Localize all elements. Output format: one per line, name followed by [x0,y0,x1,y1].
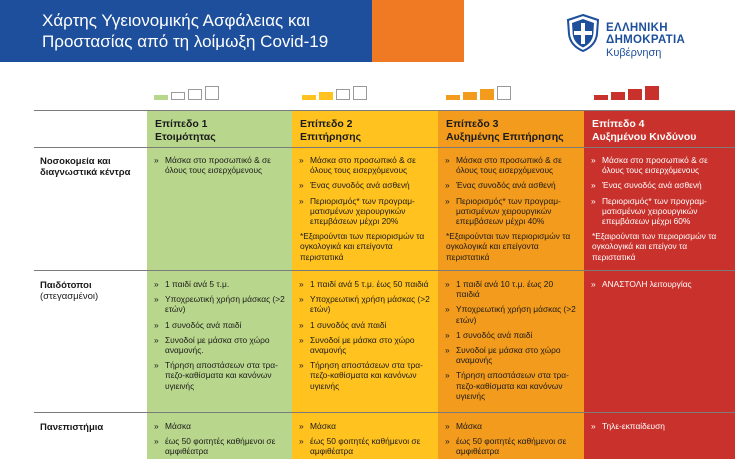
cell-playgrounds-level-4 [590,279,729,294]
level-1-bar-1 [154,95,168,100]
measure-item: » Τήρηση αποστάσεων στα τρα-πεζο-καθίσματα και κανόνων υγιεινής [298,360,432,391]
measure-item: » 1 παιδί ανά 10 τ.μ. έως 20 παιδιά [444,279,578,299]
row-label-column [34,110,147,459]
level-4-title: Επίπεδο 4 [592,118,645,130]
level-4-bar-1 [594,95,608,100]
level-4-indicator [594,84,659,100]
measure-item: » Ένας συνοδός ανά ασθενή [590,180,729,190]
level-2-bar-2 [319,92,333,100]
level-1-header [155,118,216,144]
level-1-indicator [154,84,219,100]
level-3-title: Επίπεδο 3 [446,118,499,130]
cell-universities-level-2 [298,421,432,459]
measure-item: » Μάσκα στο προσωπικό & σε όλους τους εισερχόμενους [590,155,729,175]
page-title [42,10,362,52]
level-2-indicator [302,84,367,100]
level-1-name: Ετοιμότητας [155,131,216,143]
measure-item: » 1 παιδί ανά 5 τ.μ. [153,279,286,289]
level-3-bar-1 [446,95,460,100]
title-accent-orange [372,0,464,62]
measure-item: » Περιορισμός* των προγραμ-ματισμένων χειρουργικών επεμβάσεων μέχρι 20% [298,196,432,227]
measure-item: » Μάσκα [444,421,578,431]
measure-note: *Εξαιρούνται των περιορισμών τα ογκολογικά και επείγοντα περιστατικά [300,231,425,262]
measure-item: » Τήρηση αποστάσεων στα τρα-πεζο-καθίσματα και κανόνων υγιεινής [153,360,286,391]
measure-item: » Τήρηση αποστάσεων στα τρα-πεζο-καθίσματα και κανόνων υγιεινής [444,370,578,401]
level-2-bar-1 [302,95,316,100]
measure-item: » 1 συνοδός ανά παιδί [153,320,286,330]
level-3-header [446,118,564,144]
measure-item: » Περιορισμός* των προγραμ-ματισμένων χειρουργικών επεμβάσεων μέχρι 60% [590,196,729,227]
page-title-line1: Χάρτης Υγειονομικής Ασφάλειας και [42,11,310,30]
level-3-bar-2 [463,92,477,100]
cell-hospitals-level-1 [153,155,286,180]
measure-item: » Συνοδοί με μάσκα στο χώρο αναμονής [298,335,432,355]
measure-item: » Υποχρεωτική χρήση μάσκας (>2 ετών) [298,294,432,314]
level-1-bar-3 [188,89,202,100]
level-4-header [592,118,696,144]
government-logo-text [606,22,735,59]
level-3-indicator [446,84,511,100]
level-3-name: Αυξημένης Επιτήρησης [446,131,564,143]
cell-hospitals-level-3 [444,155,578,267]
table-rule-row2 [34,412,735,413]
level-2-title: Επίπεδο 2 [300,118,353,130]
measure-item: » Συνοδοί με μάσκα στο χώρο αναμονής [444,345,578,365]
measure-item: » Ένας συνοδός ανά ασθενή [298,180,432,190]
measure-item: » Μάσκα στο προσωπικό & σε όλους τους εισερχόμενους [444,155,578,175]
measure-item: » 1 συνοδός ανά παιδί [444,330,578,340]
measure-item: » έως 50 φοιτητές καθήμενοι σε αμφιθέατρα [153,436,286,456]
level-2-column [292,110,438,459]
gov-name: ΕΛΛΗΝΙΚΗ ΔΗΜΟΚΡΑΤΙΑ [606,22,686,46]
page-header [0,0,735,62]
level-4-bar-3 [628,89,642,100]
measure-item: » Μάσκα στο προσωπικό & σε όλους τους εισερχόμενους [153,155,286,175]
level-1-title: Επίπεδο 1 [155,118,208,130]
row-label-hospitals-line2: διαγνωστικά κέντρα [40,167,131,178]
measure-item: » έως 50 φοιτητές καθήμενοι σε αμφιθέατρα [298,436,432,456]
measure-item: » Μάσκα [153,421,286,431]
measure-item: » Συνοδοί με μάσκα στο χώρο αναμονής. [153,335,286,355]
table-rule-header [34,147,735,148]
measure-note: *Εξαιρούνται των περιορισμών τα ογκολογικά και επείγοντα περιστατικά [446,231,571,262]
title-accent-white [464,0,524,62]
level-1-bar-2 [171,92,185,100]
measure-item: » έως 50 φοιτητές καθήμενοι σε αμφιθέατρα [444,436,578,456]
measure-item: » Τηλε-εκπαίδευση [590,421,729,431]
measure-item: » Μάσκα στο προσωπικό & σε όλους τους εισερχόμενους [298,155,432,175]
measure-item: » Μάσκα [298,421,432,431]
level-2-header [300,118,361,144]
measure-item: » 1 παιδί ανά 5 τ.μ. έως 50 παιδιά [298,279,432,289]
cell-playgrounds-level-2 [298,279,432,396]
row-label-hospitals-line1: Νοσοκομεία και [40,156,111,167]
level-3-bar-3 [480,89,494,100]
table-rule-top [34,110,735,111]
greek-emblem-icon [566,14,600,52]
cell-hospitals-level-4 [590,155,729,267]
table-rule-row1 [34,270,735,271]
cell-universities-level-4 [590,421,729,436]
cell-hospitals-level-2 [298,155,432,267]
measure-item: » Ένας συνοδός ανά ασθενή [444,180,578,190]
level-4-bar-2 [611,92,625,100]
row-label-playgrounds [40,280,98,302]
measure-item: » Υποχρεωτική χρήση μάσκας (>2 ετών) [153,294,286,314]
cell-universities-level-3 [444,421,578,459]
page-title-line2: Προστασίας από τη λοίμωξη Covid-19 [42,32,329,51]
level-3-bar-4 [497,86,511,100]
row-label-hospitals [40,156,131,178]
measure-note: *Εξαιρούνται των περιορισμών τα ογκολογικά και επείγον τα περιστατικά [592,231,717,262]
row-label-playgrounds-sub: (στεγασμένοι) [40,291,99,302]
measure-item: » ΑΝΑΣΤΟΛΗ λειτουργίας [590,279,729,289]
level-4-name: Αυξημένου Κινδύνου [592,131,697,143]
gov-sub: Κυβέρνηση [606,47,662,59]
level-4-column [584,110,735,459]
measure-item: » Υποχρεωτική χρήση μάσκας (>2 ετών) [444,304,578,324]
level-1-column [147,110,292,459]
measure-item: » Περιορισμός* των προγραμ-ματισμένων χειρουργικών επεμβάσεων μέχρι 40% [444,196,578,227]
level-2-bar-3 [336,89,350,100]
level-2-bar-4 [353,86,367,100]
level-2-name: Επιτήρησης [300,131,362,143]
cell-playgrounds-level-1 [153,279,286,396]
cell-universities-level-1 [153,421,286,459]
level-1-bar-4 [205,86,219,100]
measure-item: » 1 συνοδός ανά παιδί [298,320,432,330]
level-3-column [438,110,584,459]
cell-playgrounds-level-3 [444,279,578,406]
level-4-bar-4 [645,86,659,100]
row-label-playgrounds-line1: Παιδότοποι [40,280,92,291]
row-label-universities [40,422,103,433]
row-label-universities-line1: Πανεπιστήμια [40,422,104,433]
